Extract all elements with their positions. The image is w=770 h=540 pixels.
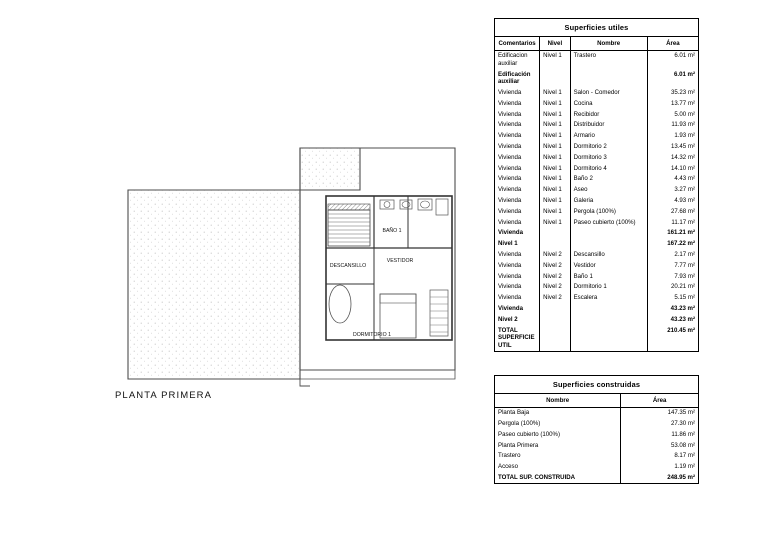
cell-nombre: Trastero [570, 50, 647, 69]
cell-nivel [540, 69, 570, 87]
cell-area: 161.21 m² [667, 229, 695, 237]
cell-nivel: Nivel 1 [540, 195, 570, 206]
cell-nivel: Nivel 1 [540, 217, 570, 228]
cell-nivel: Nivel 1 [540, 109, 570, 120]
table-row [495, 462, 698, 473]
cell-area: 1.93 m² [674, 132, 695, 140]
room-label-bano-1: BAÑO 1 [382, 228, 402, 234]
cell-nivel: Nivel 1 [540, 141, 570, 152]
table-header-row [495, 37, 698, 50]
cell-nombre: Recibidor [570, 109, 647, 120]
table-row [495, 260, 698, 271]
cell-comentarios: Vivienda [495, 163, 540, 174]
cell-nivel [540, 303, 570, 314]
cell-nivel: Nivel 1 [540, 163, 570, 174]
table-row [495, 325, 698, 351]
table-row [495, 87, 698, 98]
cell-area: 20.21 m² [670, 283, 695, 291]
table-row [495, 195, 698, 206]
cell-comentarios: Edificacion auxiliar [495, 50, 540, 69]
col-area: Área [647, 37, 698, 50]
cell-nombre [570, 239, 647, 250]
cell-nombre: Salon - Comedor [570, 87, 647, 98]
cell-area: 5.15 m² [674, 294, 695, 302]
cell-nombre: Dormitorio 2 [570, 141, 647, 152]
col-comentarios: Comentarios [495, 37, 540, 50]
cell-nombre: Dormitorio 3 [570, 152, 647, 163]
room-label-dormitorio-1: DORMITORIO 1 [353, 332, 391, 338]
plan-interior-walls [300, 196, 452, 386]
cell-comentarios: Vivienda [495, 141, 540, 152]
cell-area: 13.45 m² [670, 143, 695, 150]
col-area: Área [621, 394, 698, 407]
cell-comentarios: Vivienda [495, 217, 540, 228]
cell-nombre [570, 69, 647, 87]
cell-nombre: Paseo cubierto (100%) [495, 429, 621, 440]
cell-area: 3.27 m² [674, 186, 695, 194]
table-row [495, 249, 698, 260]
cell-area: 13.77 m² [670, 99, 695, 107]
cell-nombre [570, 303, 647, 314]
cell-area: 147.35 m² [621, 407, 698, 418]
cell-area: 7.77 m² [674, 261, 695, 269]
cell-nivel: Nivel 1 [540, 206, 570, 217]
cell-nombre: Armario [570, 131, 647, 142]
cell-nombre: Acceso [495, 462, 621, 473]
cell-area: 5.00 m² [674, 110, 695, 118]
cell-nombre: Pergola (100%) [570, 206, 647, 217]
table-row [495, 206, 698, 217]
cell-comentarios: Nivel 2 [495, 314, 540, 325]
room-label-vestidor: VESTIDOR [386, 258, 414, 264]
cell-nombre: Paseo cubierto (100%) [570, 217, 647, 228]
cell-nivel: Nivel 1 [540, 185, 570, 196]
cell-nombre: Dormitorio 1 [570, 282, 647, 293]
table-row [495, 174, 698, 185]
cell-nivel: Nivel 1 [540, 152, 570, 163]
cell-comentarios: Vivienda [495, 293, 540, 304]
cell-area: 53.08 m² [670, 441, 695, 449]
superficies-construidas-table [494, 375, 699, 484]
cell-comentarios: Vivienda [495, 271, 540, 282]
cell-nivel: Nivel 1 [540, 50, 570, 69]
cell-comentarios: Vivienda [495, 249, 540, 260]
cell-comentarios: Vivienda [495, 282, 540, 293]
cell-comentarios: Vivienda [495, 195, 540, 206]
plan-title: PLANTA PRIMERA [115, 390, 213, 401]
table-row [495, 282, 698, 293]
cell-area: 11.17 m² [671, 218, 695, 226]
cell-comentarios: Vivienda [495, 87, 540, 98]
cell-nombre: Planta Primera [495, 440, 621, 451]
cell-nombre: Trastero [495, 451, 621, 462]
cell-area: 4.93 m² [674, 196, 695, 204]
cell-area: 7.93 m² [674, 272, 695, 280]
table-row [495, 271, 698, 282]
cell-comentarios: Vivienda [495, 131, 540, 142]
cell-area: 167.22 m² [667, 240, 695, 248]
cell-area: 14.32 m² [670, 153, 695, 161]
cell-comentarios: Edificación auxiliar [495, 69, 540, 87]
cell-nivel [540, 314, 570, 325]
col-nombre: Nombre [570, 37, 647, 50]
cell-comentarios: Vivienda [495, 174, 540, 185]
room-label-descansillo: DESCANSILLO [329, 263, 367, 269]
cell-nivel: Nivel 1 [540, 120, 570, 131]
cell-nombre: Cocina [570, 98, 647, 109]
table-row [495, 141, 698, 152]
cell-area: 43.23 m² [670, 304, 695, 312]
cell-nivel: Nivel 1 [540, 98, 570, 109]
table-row [495, 120, 698, 131]
cell-nombre: TOTAL SUP. CONSTRUIDA [495, 472, 621, 483]
cell-nivel [540, 239, 570, 250]
cell-nivel: Nivel 1 [540, 131, 570, 142]
cell-nombre [570, 325, 647, 351]
cell-nombre [570, 314, 647, 325]
cell-area: 11.93 m² [671, 121, 695, 129]
cell-nivel [540, 325, 570, 351]
cell-area: 210.45 m² [667, 326, 695, 334]
cell-area: 1.19 m² [674, 463, 695, 471]
cell-area: 8.17 m² [674, 452, 695, 460]
table-row [495, 472, 698, 483]
table-row [495, 293, 698, 304]
table-row [495, 407, 698, 418]
cell-area: 6.01 m² [673, 70, 695, 78]
cell-nombre: Vestidor [570, 260, 647, 271]
col-nombre: Nombre [495, 394, 621, 407]
cell-nivel [540, 228, 570, 239]
cell-area: 27.30 m² [670, 420, 695, 427]
cell-area: 27.68 m² [670, 207, 695, 215]
table-row [495, 239, 698, 250]
table-row [495, 69, 698, 87]
cell-nivel: Nivel 2 [540, 282, 570, 293]
cell-area: 43.23 m² [670, 315, 695, 323]
cell-nombre: Aseo [570, 185, 647, 196]
cell-nivel: Nivel 2 [540, 293, 570, 304]
col-nivel: Nivel [540, 37, 570, 50]
table-row [495, 109, 698, 120]
table-header-row [495, 394, 698, 407]
table-row [495, 217, 698, 228]
cell-nombre: Baño 2 [570, 174, 647, 185]
cell-nombre: Galeria [570, 195, 647, 206]
table-row [495, 185, 698, 196]
cell-area: 4.43 m² [674, 175, 695, 183]
cell-comentarios: Vivienda [495, 260, 540, 271]
table-row [495, 152, 698, 163]
cell-nombre: Pergola (100%) [495, 418, 621, 429]
superficies-utiles-table [494, 18, 699, 352]
cell-nombre: Planta Baja [495, 407, 621, 418]
table-row [495, 440, 698, 451]
table-row [495, 98, 698, 109]
cell-comentarios: Vivienda [495, 185, 540, 196]
cell-comentarios: Vivienda [495, 206, 540, 217]
cell-nombre: Baño 1 [570, 271, 647, 282]
table-row [495, 131, 698, 142]
cell-area: 248.95 m² [667, 473, 695, 481]
cell-nombre: Descansillo [570, 249, 647, 260]
cell-nivel: Nivel 2 [540, 260, 570, 271]
table-row [495, 303, 698, 314]
superficies-construidas-title: Superficies construidas [495, 376, 698, 394]
table-row [495, 228, 698, 239]
cell-area: 2.17 m² [674, 250, 695, 258]
cell-area: 35.23 m² [670, 89, 695, 97]
cell-comentarios: Vivienda [495, 98, 540, 109]
cell-nivel: Nivel 1 [540, 87, 570, 98]
cell-nivel: Nivel 2 [540, 271, 570, 282]
cell-comentarios: Vivienda [495, 228, 540, 239]
cell-nombre: Distribuidor [570, 120, 647, 131]
cell-nombre: Escalera [570, 293, 647, 304]
table-row [495, 50, 698, 69]
cell-area: 14.10 m² [670, 164, 695, 172]
cell-comentarios: Vivienda [495, 120, 540, 131]
table-row [495, 451, 698, 462]
cell-nivel: Nivel 1 [540, 174, 570, 185]
staircase [328, 204, 370, 246]
cell-nivel: Nivel 2 [540, 249, 570, 260]
cell-comentarios: Nivel 1 [495, 239, 540, 250]
table-row [495, 314, 698, 325]
cell-comentarios: Vivienda [495, 109, 540, 120]
table-row [495, 163, 698, 174]
cell-comentarios: Vivienda [495, 303, 540, 314]
superficies-utiles-title: Superficies utiles [495, 19, 698, 37]
cell-nombre: Dormitorio 4 [570, 163, 647, 174]
cell-area: 6.01 m² [647, 50, 698, 69]
cell-area: 11.86 m² [671, 430, 695, 438]
cell-nombre [570, 228, 647, 239]
table-row [495, 429, 698, 440]
cell-comentarios: Vivienda [495, 152, 540, 163]
cell-comentarios: TOTAL SUPERFICIE UTIL [495, 325, 540, 351]
table-row [495, 418, 698, 429]
